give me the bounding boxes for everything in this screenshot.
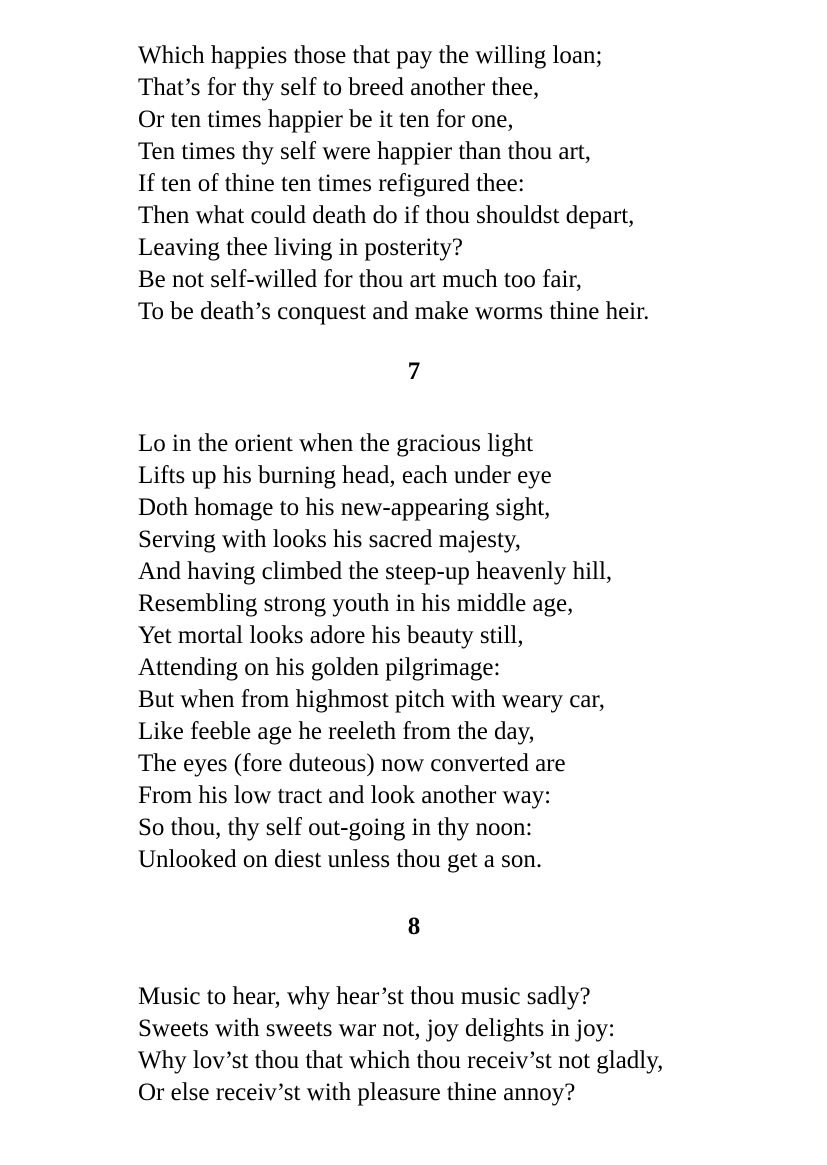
poem-line: Sweets with sweets war not, joy delights in joy: <box>138 1015 616 1042</box>
poem-line: Doth homage to his new-appearing sight, <box>138 494 551 521</box>
poem-line: To be death’s conquest and make worms thine heir. <box>138 298 650 325</box>
poem-line: If ten of thine ten times refigured thee: <box>138 170 525 197</box>
spacer <box>138 943 798 981</box>
poem-line: Which happies those that pay the willing loan; <box>138 42 603 69</box>
sonnet-number-7: 7 <box>407 358 421 385</box>
poem-line: Or ten times happier be it ten for one, <box>138 106 514 133</box>
poem-line: Ten times thy self were happier than thou art, <box>138 138 591 165</box>
poem-line: That’s for thy self to breed another thee, <box>138 74 540 101</box>
poem-line: Leaving thee living in posterity? <box>138 234 463 261</box>
poem-line: The eyes (fore duteous) now converted are <box>138 750 566 777</box>
poem-line: So thou, thy self out-going in thy noon: <box>138 814 533 841</box>
spacer <box>138 388 798 428</box>
sonnet-number-8: 8 <box>407 913 421 940</box>
poem-line: Be not self-willed for thou art much too fair, <box>138 266 583 293</box>
poem-line: Then what could death do if thou shouldst depart, <box>138 202 635 229</box>
poem-line: Serving with looks his sacred majesty, <box>138 526 522 553</box>
poem-line: From his low tract and look another way: <box>138 782 552 809</box>
spacer <box>138 876 798 911</box>
poem-line: Or else receiv’st with pleasure thine annoy? <box>138 1079 576 1106</box>
poem-line: Why lov’st thou that which thou receiv’st not gladly, <box>138 1047 664 1074</box>
poem-line: Resembling strong youth in his middle age, <box>138 590 574 617</box>
poem-line: Lo in the orient when the gracious light <box>138 430 534 457</box>
poem-line: Like feeble age he reeleth from the day, <box>138 718 535 745</box>
poem-line: But when from highmost pitch with weary car, <box>138 686 605 713</box>
poem-line: Lifts up his burning head, each under eye <box>138 462 552 489</box>
sonnet-8 <box>138 981 798 1109</box>
poem-line: And having climbed the steep-up heavenly hill, <box>138 558 613 585</box>
sonnet-6-continuation <box>138 40 798 328</box>
sonnet-7 <box>138 428 798 876</box>
poem-line: Unlooked on diest unless thou get a son. <box>138 846 543 873</box>
spacer <box>138 328 798 356</box>
poem-line: Attending on his golden pilgrimage: <box>138 654 501 681</box>
page <box>138 40 798 1109</box>
poem-line: Music to hear, why hear’st thou music sadly? <box>138 983 591 1010</box>
poem-line: Yet mortal looks adore his beauty still, <box>138 622 524 649</box>
